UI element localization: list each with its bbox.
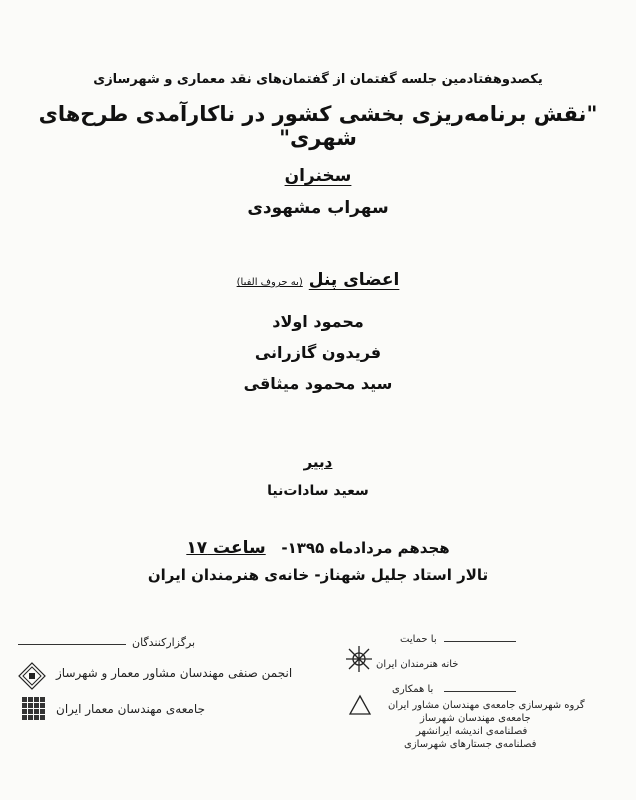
event-time: ساعت ۱۷ [186, 538, 266, 558]
collaboration-label: با همکاری [392, 684, 434, 695]
event-title: "نقش برنامه‌ریزی بخشی کشور در ناکارآمدی طرح‌های شهری" [38, 102, 598, 150]
event-date: هجدهم مردادماه ۱۳۹۵- [281, 539, 450, 557]
support-label: با حمایت [400, 634, 437, 645]
collaboration-logo-icon [348, 694, 372, 716]
collaboration-item: جامعه‌ی مهندسان شهرساز [420, 713, 531, 724]
organizer-logo-icon [18, 662, 46, 690]
event-subtitle: یکصدوهفتادمین جلسه گفتمان از گفتمان‌های نقد معماری و شهرسازی [93, 72, 543, 87]
organizer-item: جامعه‌ی مهندسان معمار ایران [56, 702, 206, 716]
event-venue: تالار استاد جلیل شهناز- خانه‌ی هنرمندان ایران [147, 566, 489, 584]
collaboration-item: فصلنامه‌ی اندیشه ایرانشهر [416, 726, 528, 737]
organizer-grid-logo-icon [22, 697, 46, 721]
organizers-label: برگزارکنندگان [132, 636, 196, 649]
collaboration-item: گروه شهرسازی جامعه‌ی مهندسان مشاور ایران [388, 700, 585, 711]
organizers-rule [18, 644, 126, 645]
speaker-name: سهراب مشهودی [247, 198, 389, 218]
organizer-item: انجمن صنفی مهندسان مشاور معمار و شهرساز [56, 666, 293, 680]
panel-heading: اعضای پنل [308, 270, 400, 290]
panel-member: سید محمود میثاقی [243, 374, 393, 393]
panel-heading-row [0, 270, 636, 290]
secretary-name: سعید سادات‌نیا [267, 483, 369, 499]
date-time-line [0, 538, 636, 558]
speakers-heading: سخنران [284, 166, 352, 186]
secretary-heading: دبیر [303, 453, 333, 471]
support-name: خانه هنرمندان ایران [376, 659, 459, 670]
panel-member: محمود اولاد [272, 312, 364, 331]
support-rule [444, 641, 516, 642]
collaboration-item: فصلنامه‌ی جستارهای شهرسازی [404, 739, 537, 750]
collaboration-rule [444, 691, 516, 692]
panel-member: فریدون گازرانی [254, 343, 382, 362]
support-logo-icon [344, 644, 374, 674]
panel-note: (به حروف الفبا) [236, 277, 303, 288]
